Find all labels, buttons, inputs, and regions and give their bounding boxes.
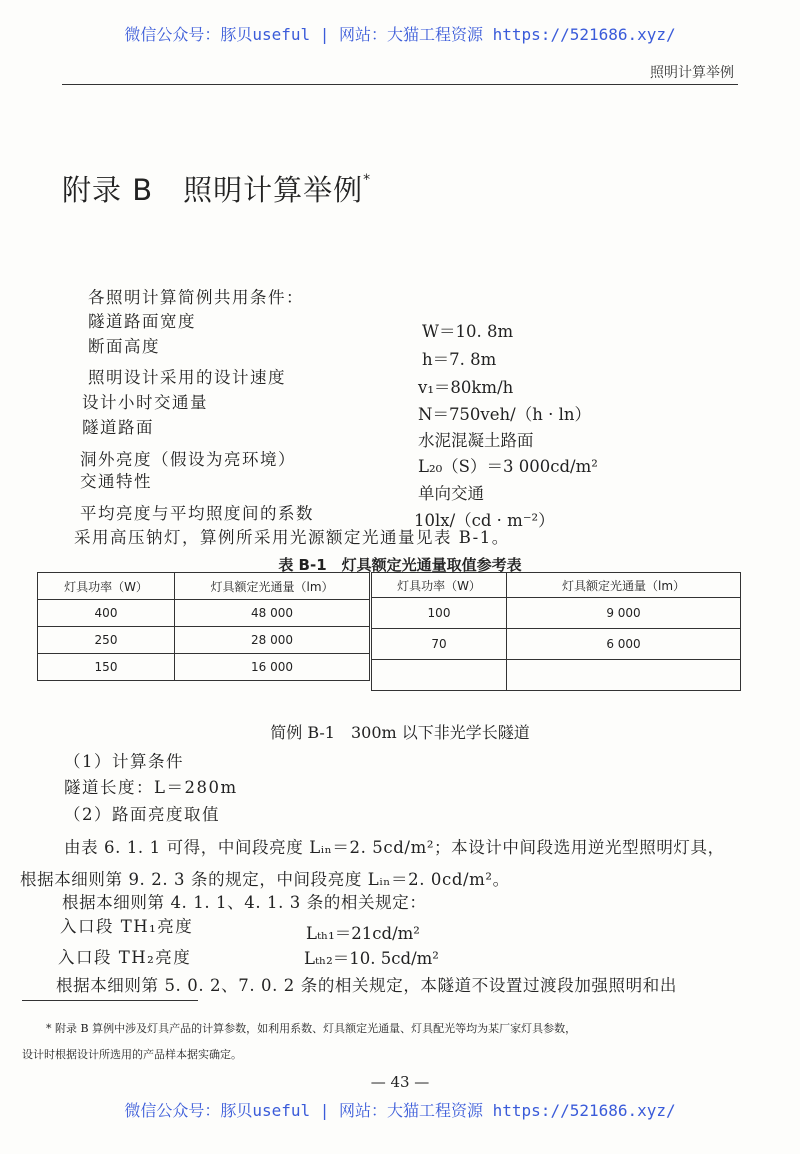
cell-power <box>372 660 507 691</box>
header-power: 灯具功率（W） <box>372 573 507 598</box>
table-row <box>38 600 370 627</box>
cell-flux: 48 000 <box>175 600 370 627</box>
cell-power: 100 <box>372 598 507 629</box>
footnote-line: * 附录 B 算例中涉及灯具产品的计算参数，如利用系数、灯具额定光通量、灯具配光等均为某厂家灯具参数， <box>46 1022 577 1035</box>
flux-table-left <box>37 572 370 681</box>
condition-label: 设计小时交通量 <box>82 393 208 412</box>
condition-label: 断面高度 <box>88 337 160 356</box>
condition-value: W＝10. 8m <box>422 322 514 341</box>
header-power: 灯具功率（W） <box>38 573 175 600</box>
table-row <box>38 627 370 654</box>
title-text: 附录 B 照明计算举例 <box>62 173 364 207</box>
cell-power: 400 <box>38 600 175 627</box>
th2-value: Lₜₕ₂＝10. 5cd/m² <box>304 949 439 968</box>
case-heading: （2）路面亮度取值 <box>64 805 220 824</box>
table-row <box>372 598 741 629</box>
table-header-row <box>372 573 741 598</box>
condition-label: 照明设计采用的设计速度 <box>88 368 286 387</box>
table-row <box>372 660 741 691</box>
case-text: 根据本细则第 9. 2. 3 条的规定，中间段亮度 Lᵢₙ＝2. 0cd/m²。 <box>20 870 510 889</box>
condition-value: v₁＝80km/h <box>418 378 514 397</box>
table-row <box>38 654 370 681</box>
cell-flux <box>507 660 741 691</box>
table-caption: 表 B-1 灯具额定光通量取值参考表 <box>278 556 522 574</box>
table-header-row <box>38 573 370 600</box>
case-text: 根据本细则第 4. 1. 1、4. 1. 3 条的相关规定： <box>62 893 427 912</box>
watermark-bottom: 微信公众号：豚贝useful | 网站：大猫工程资源 https://521686.xyz/ <box>124 1101 676 1120</box>
condition-value: N＝750veh/（h · ln） <box>418 405 591 424</box>
watermark-top: 微信公众号：豚贝useful | 网站：大猫工程资源 https://521686.xyz/ <box>124 25 676 44</box>
cell-flux: 6 000 <box>507 629 741 660</box>
cell-power: 250 <box>38 627 175 654</box>
running-header: 照明计算举例 <box>650 65 734 81</box>
case-text: 隧道长度：L＝280m <box>64 778 238 797</box>
cell-power: 150 <box>38 654 175 681</box>
condition-value: 水泥混凝土路面 <box>418 431 534 450</box>
condition-label: 平均亮度与平均照度间的系数 <box>80 504 314 523</box>
cell-flux: 16 000 <box>175 654 370 681</box>
case-heading: （1）计算条件 <box>64 752 184 771</box>
header-flux: 灯具额定光通量（lm） <box>507 573 741 598</box>
case-text: 根据本细则第 5. 0. 2、7. 0. 2 条的相关规定，本隧道不设置过渡段加强照明和出 <box>56 976 677 995</box>
condition-value: 10lx/（cd · m⁻²） <box>414 511 555 530</box>
flux-table-right <box>371 572 741 691</box>
condition-value: 单向交通 <box>418 484 484 503</box>
condition-label: 隧道路面宽度 <box>88 312 196 331</box>
cell-power: 70 <box>372 629 507 660</box>
case-title: 简例 B-1 300m 以下非光学长隧道 <box>270 723 530 742</box>
title-footnote-mark: * <box>363 172 372 188</box>
table-row <box>372 629 741 660</box>
case-text: 入口段 TH₂亮度 <box>58 948 192 967</box>
th1-value: Lₜₕ₁＝21cd/m² <box>306 924 420 943</box>
condition-value: L₂₀（S）＝3 000cd/m² <box>418 457 598 476</box>
case-text: 由表 6. 1. 1 可得，中间段亮度 Lᵢₙ＝2. 5cd/m²；本设计中间段选用逆光型照明灯具， <box>64 838 725 857</box>
header-flux: 灯具额定光通量（lm） <box>175 573 370 600</box>
cell-flux: 28 000 <box>175 627 370 654</box>
case-text: 入口段 TH₁亮度 <box>60 917 194 936</box>
page-title <box>62 168 371 209</box>
cell-flux: 9 000 <box>507 598 741 629</box>
condition-label: 洞外亮度（假设为亮环境） <box>80 450 296 469</box>
condition-value: h＝7. 8m <box>422 350 497 369</box>
footnote-rule <box>22 1000 198 1001</box>
condition-label: 隧道路面 <box>82 418 154 437</box>
conditions-note: 采用高压钠灯，算例所采用光源额定光通量见表 B-1。 <box>74 528 510 547</box>
header-rule <box>62 84 738 85</box>
condition-label: 交通特性 <box>80 472 152 491</box>
footnote-line: 设计时根据设计所选用的产品样本据实确定。 <box>22 1048 242 1061</box>
conditions-intro: 各照明计算简例共用条件： <box>88 288 304 307</box>
page-number: — 43 — <box>370 1073 430 1091</box>
